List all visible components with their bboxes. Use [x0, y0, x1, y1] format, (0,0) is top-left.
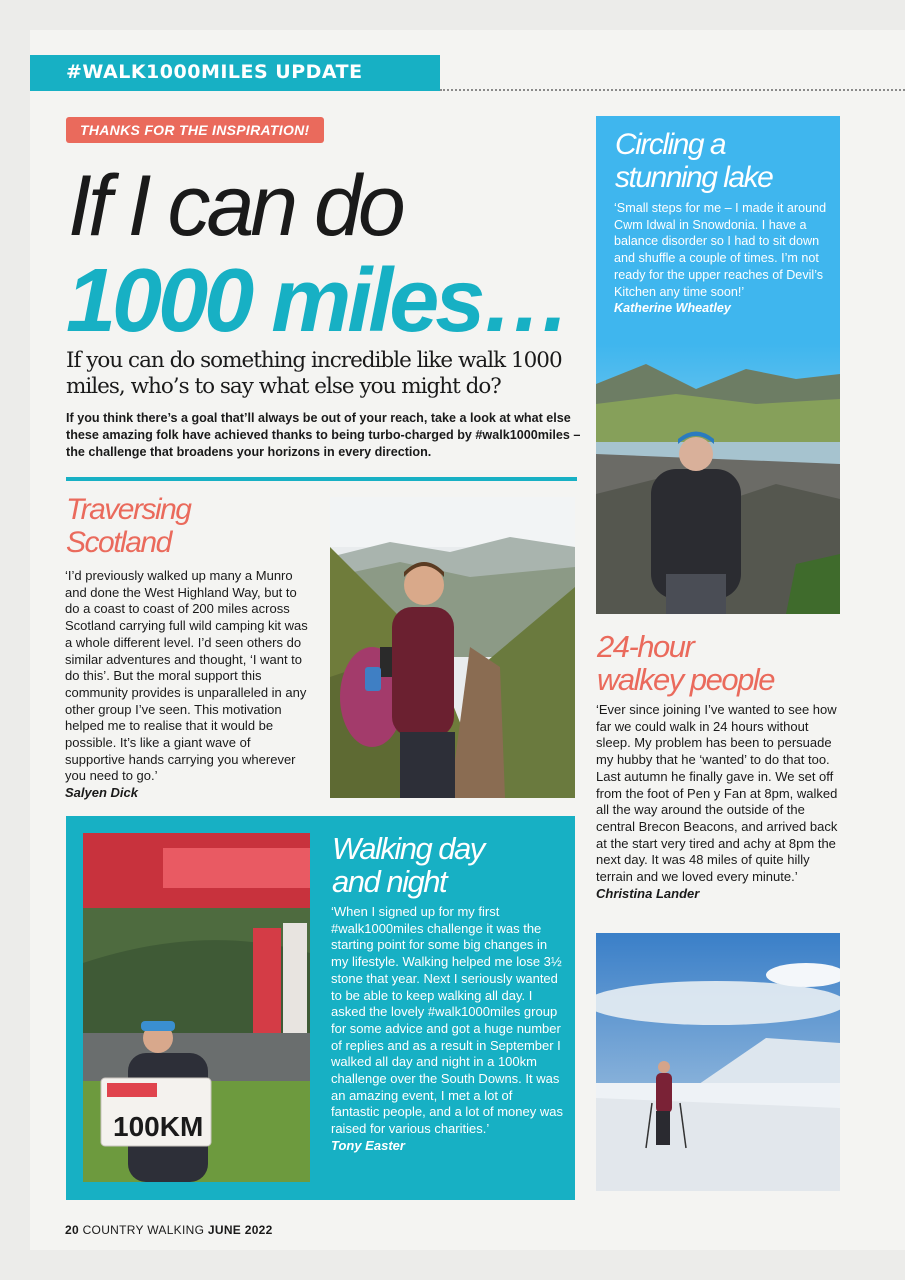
banner-text: #WALK1000MILES UPDATE — [66, 61, 363, 83]
lake-title — [615, 128, 772, 194]
scotland-author: Salyen Dick — [65, 785, 138, 801]
daynight-panel — [66, 816, 575, 1200]
lake-title-line-1: Circling a — [615, 128, 726, 161]
scotland-title-line-2: Scotland — [66, 526, 171, 559]
magazine-page — [30, 30, 905, 1250]
kicker-label: THANKS FOR THE INSPIRATION! — [66, 117, 324, 143]
walkey-title-line-2: walkey people — [597, 662, 774, 697]
daynight-author: Tony Easter — [331, 1137, 405, 1153]
walkey-title-line-1: 24-hour — [597, 629, 694, 664]
standfirst: If you can do something incredible like walk 1000 miles, who’s to say what else you might do? — [66, 348, 562, 399]
teal-rule — [66, 477, 577, 481]
walkey-title — [597, 630, 774, 696]
sign-text: 100KM — [113, 1111, 204, 1142]
issue-date: JUNE 2022 — [207, 1223, 273, 1237]
lake-title-line-2: stunning lake — [615, 161, 773, 194]
scotland-photo — [330, 497, 575, 798]
daynight-title-line-1: Walking day — [332, 831, 484, 866]
daynight-title-line-2: and night — [332, 864, 447, 899]
walkey-story — [596, 702, 840, 902]
lake-quote: ‘Small steps for me – I made it around Cwm Idwal in Snowdonia. I have a balance disorder so I had to sit down and shuffle a couple of times. I’m not ready for the upper reaches of Devil’s Kitchen any time soon!’ — [614, 201, 827, 299]
daynight-story — [331, 904, 563, 1155]
section-banner — [30, 55, 440, 91]
page-number: 20 — [65, 1223, 79, 1237]
daynight-photo — [83, 833, 310, 1182]
headline-line-2: 1000 miles… — [66, 251, 568, 351]
lake-photo — [596, 344, 840, 614]
headline-line-1: If I can do — [68, 158, 402, 254]
intro-paragraph: If you think there’s a goal that’ll always be out of your reach, take a look at what else these amazing folk have achieved thanks to being turbo-charged by #walk1000miles – the challenge that broadens your horizons in every direction. — [66, 411, 581, 459]
magazine-name: COUNTRY WALKING — [82, 1223, 205, 1237]
scotland-story — [65, 568, 310, 802]
lake-textbox — [596, 116, 840, 344]
lake-author: Katherine Wheatley — [614, 301, 731, 316]
daynight-quote: ‘When I signed up for my first #walk1000miles challenge it was the starting point for some big changes in my lifestyle. Walking helped me lose 3½ stone that year. Next I seriously wanted to be able to keep walking all day. I asked the lovely #walk1000miles group for some advice and got a huge number of replies and as a result in September I walked all day and night in a 100km challenge over the South Downs. It was an amazing event, I met a lot of fantastic people, and a lot of money was raised for various charities.’ — [331, 904, 563, 1137]
dotted-divider — [440, 89, 905, 91]
walkey-quote: ‘Ever since joining I’ve wanted to see how far we could walk in 24 hours without sleep. My problem has been to persuade my hubby that he ‘wanted’ to do that too. Last autumn he finally gave in. We set off from the foot of Pen y Fan at 8pm, walked all the way around the outside of the central Brecon Beacons, and arrived back at the start very tired and achy at 8pm the next day. It was 48 miles of quite hilly terrain and we loved every minute.’ — [596, 702, 838, 885]
walkey-author: Christina Lander — [596, 885, 700, 901]
scotland-title — [66, 493, 190, 559]
walkey-photo — [596, 933, 840, 1191]
scotland-quote: ‘I’d previously walked up many a Munro and done the West Highland Way, but to do a coast to coast of 200 miles across Scotland carrying full wild camping kit was a whole different level. I’d seen others do similar adventures and thought, ‘I want to do this’. But the moral support this community provides is unparalleled in any other group I’ve seen. This motivation helped me to realise that it would be possible. It’s like a giant wave of supportive hands carrying you wherever you need to go.’ — [65, 568, 308, 784]
scotland-title-line-1: Traversing — [66, 493, 191, 526]
daynight-title — [332, 832, 484, 898]
page-footer — [65, 1223, 273, 1237]
lake-story — [614, 200, 829, 317]
